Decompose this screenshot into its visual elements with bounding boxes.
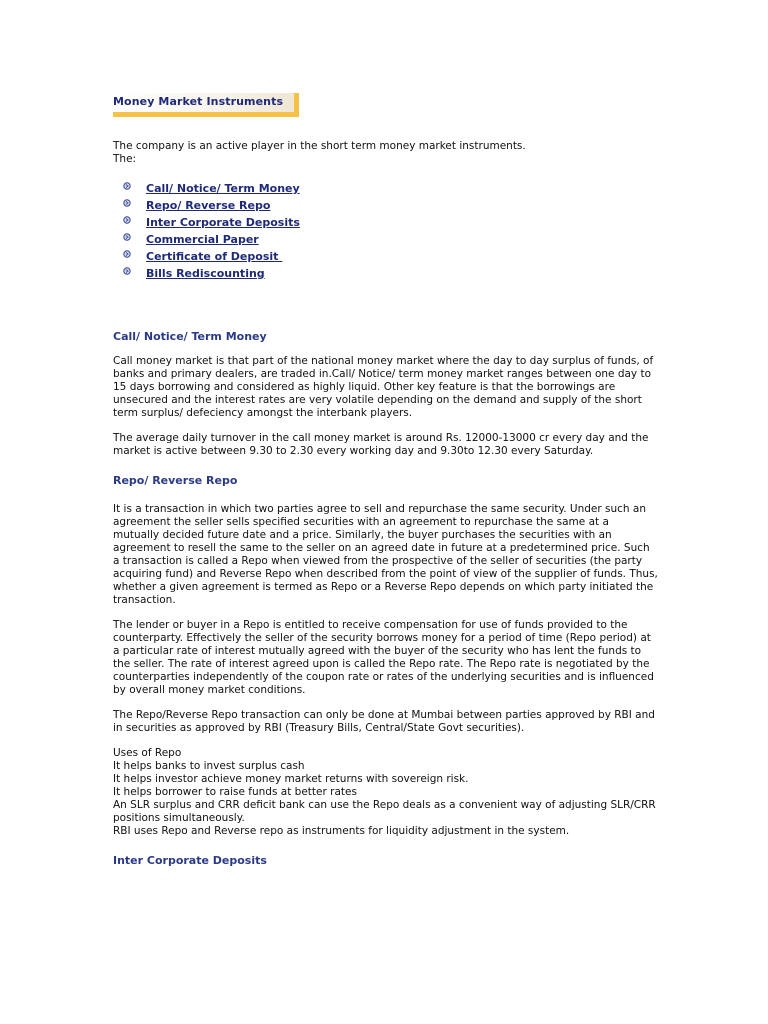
- repo-uses-title: Uses of Repo: [113, 747, 182, 759]
- link-call-notice-term-money[interactable]: Call/ Notice/ Term Money: [146, 182, 300, 195]
- list-item: [113, 265, 658, 282]
- link-repo-reverse-repo[interactable]: Repo/ Reverse Repo: [146, 199, 271, 212]
- repo-paragraph-1: It is a transaction in which two parties agree to sell and repurchase the same security. Under such an agreement the seller sells specified securities with an agreement to repurchase the same at a mutually decided future date and a price. Similarly, the buyer purchases the securities with an agreement to resell the same to the seller on an agreed date in future at a predetermined price. Such a transaction is called a Repo when viewed from the prospective of the seller of securities (the party acquiring fund) and Reverse Repo when described from the point of view of the supplier of funds. Thus, whether a given agreement is termed as Repo or a Reverse Repo depends on which party initiated the transaction.: [113, 503, 658, 606]
- bullet-icon: [123, 182, 131, 190]
- bullet-icon: [123, 233, 131, 241]
- heading-inter-corporate-deposits: Inter Corporate Deposits: [113, 854, 267, 867]
- intro-line-1: The company is an active player in the short term money market instruments.: [113, 140, 526, 152]
- list-item: [113, 214, 658, 231]
- instrument-link-list: [113, 180, 658, 282]
- heading-call-notice-term-money: Call/ Notice/ Term Money: [113, 330, 267, 343]
- intro-line-2: The:: [113, 153, 137, 165]
- repo-use-item: It helps investor achieve money market returns with sovereign risk.: [113, 773, 469, 785]
- bullet-icon: [123, 216, 131, 224]
- list-item: [113, 197, 658, 214]
- document-page: [113, 93, 658, 867]
- list-item: [113, 231, 658, 248]
- bullet-icon: [123, 267, 131, 275]
- bullet-icon: [123, 199, 131, 207]
- section-title-box: [113, 93, 299, 117]
- repo-paragraph-3: The Repo/Reverse Repo transaction can only be done at Mumbai between parties approved by RBI and in securities as approved by RBI (Treasury Bills, Central/State Govt securities).: [113, 709, 655, 734]
- bullet-icon: [123, 250, 131, 258]
- repo-paragraph-2: The lender or buyer in a Repo is entitled to receive compensation for use of funds provided to the counterparty. Effectively the seller of the security borrows money for a period of time (Repo period) at a particular rate of interest mutually agreed with the buyer of the security who has lent the funds to the seller. The rate of interest agreed upon is called the Repo rate. The Repo rate is negotiated by the counterparties independently of the coupon rate or rates of the underlying securities and is influenced by overall money market conditions.: [113, 619, 654, 696]
- repo-use-item: It helps banks to invest surplus cash: [113, 760, 305, 772]
- page-title: Money Market Instruments: [113, 95, 284, 108]
- call-paragraph-1: Call money market is that part of the national money market where the day to day surplus of funds, of banks and primary dealers, are traded in.Call/ Notice/ term money market ranges between one day to 15 days borrowing and considered as highly liquid. Other key feature is that the borrowings are unsecured and the interest rates are very volatile depending on the demand and supply of the short term surplus/ defeciency amongst the interbank players.: [113, 355, 654, 419]
- heading-repo-reverse-repo: Repo/ Reverse Repo: [113, 474, 238, 487]
- list-item: [113, 180, 658, 197]
- link-certificate-of-deposit[interactable]: Certificate of Deposit: [146, 250, 283, 263]
- repo-use-item: An SLR surplus and CRR deficit bank can use the Repo deals as a convenient way of adjusting SLR/CRR positions simultaneously.: [113, 799, 656, 824]
- link-commercial-paper[interactable]: Commercial Paper: [146, 233, 259, 246]
- list-item: [113, 248, 658, 265]
- repo-uses-block: [113, 747, 658, 838]
- repo-use-item: It helps borrower to raise funds at better rates: [113, 786, 357, 798]
- link-inter-corporate-deposits[interactable]: Inter Corporate Deposits: [146, 216, 300, 229]
- link-bills-rediscounting[interactable]: Bills Rediscounting: [146, 267, 265, 280]
- call-paragraph-2: The average daily turnover in the call money market is around Rs. 12000-13000 cr every day and the market is active between 9.30 to 2.30 every working day and 9.30to 12.30 every Saturday.: [113, 432, 649, 457]
- repo-use-item: RBI uses Repo and Reverse repo as instruments for liquidity adjustment in the system.: [113, 825, 570, 837]
